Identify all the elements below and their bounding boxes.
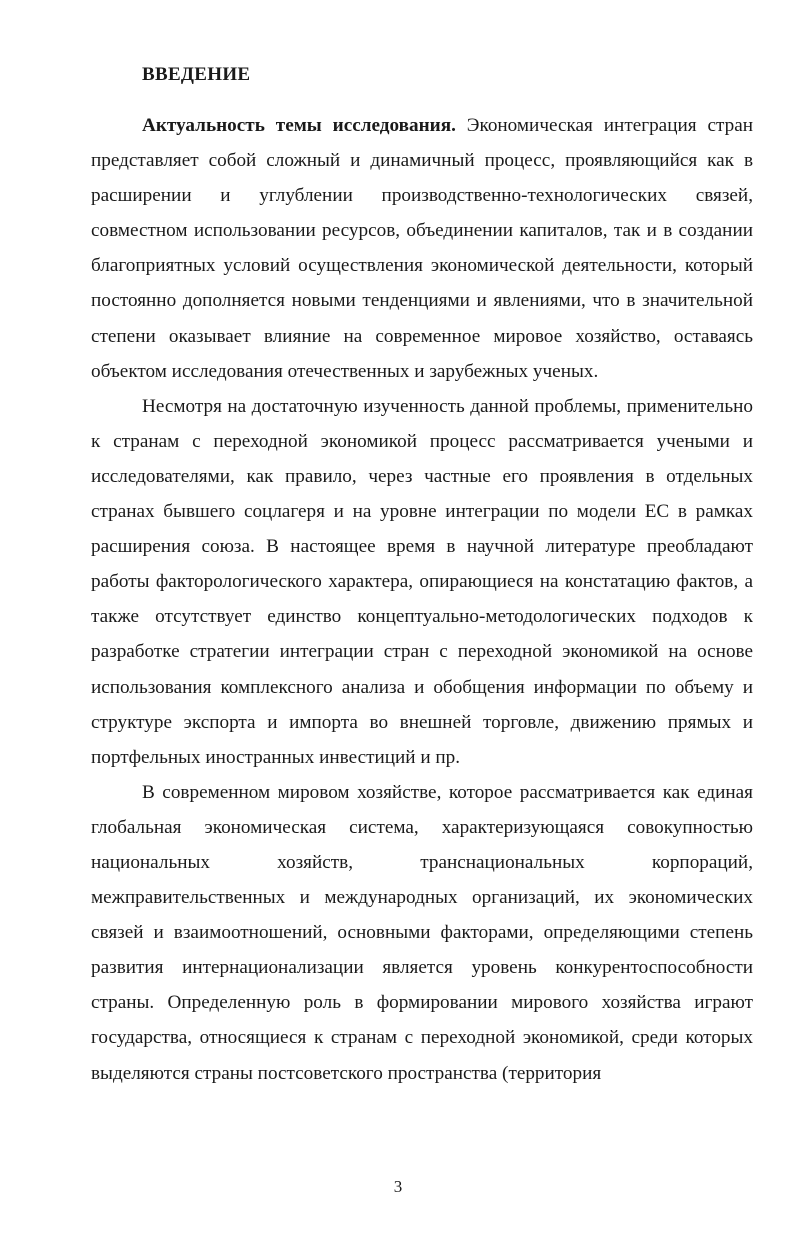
paragraph-lead: Актуальность темы исследования. [142, 115, 456, 136]
section-heading: ВВЕДЕНИЕ [142, 64, 251, 85]
paragraph-research-gap: Несмотря на достаточную изученность данной проблемы, применительно к странам с переходной экономикой процесс рассматривается учеными и исследователями, как правило, через частные его проявления в отдельных странах бывшего соцлагеря и на уровне интеграции по модели ЕС в рамках расширения союза. В настоящее время в научной литературе преобладают работы факторологического характера, опирающиеся на констатацию фактов, а также отсутствует единство концептуально-методологических подходов к разработке стратегии интеграции стран с переходной экономикой на основе использования комплексного анализа и обобщения информации по объему и структуре экспорта и импорта во внешней торговле, движению прямых и портфельных иностранных инвестиций и пр. [91, 395, 753, 768]
page-number: 3 [393, 1177, 403, 1196]
body-text [91, 108, 753, 1091]
paragraph-relevance [91, 108, 753, 389]
paragraph-text: Экономическая интеграция стран представляет собой сложный и динамичный процесс, проявляющийся как в расширении и углублении производственно-технологических связей, совместном использовании ресурсов, объединении капиталов, так и в создании благоприятных условий осуществления экономической деятельности, который постоянно дополняется новыми тенденциями и явлениями, что в значительной степени оказывает влияние на современное мировое хозяйство, оставаясь объектом исследования отечественных и зарубежных ученых. [91, 115, 754, 382]
paragraph-world-economy: В современном мировом хозяйстве, которое рассматривается как единая глобальная экономическая система, характеризующаяся совокупностью национальных хозяйств, транснациональных корпораций, межправительственных и международных организаций, их экономических связей и взаимоотношений, основными факторами, определяющими степень развития интернационализации является уровень конкурентоспособности страны. Определенную роль в формировании мирового хозяйства играют государства, относящиеся к странам с переходной экономикой, среди которых выделяются страны постсоветского пространства (территория [91, 781, 753, 1084]
